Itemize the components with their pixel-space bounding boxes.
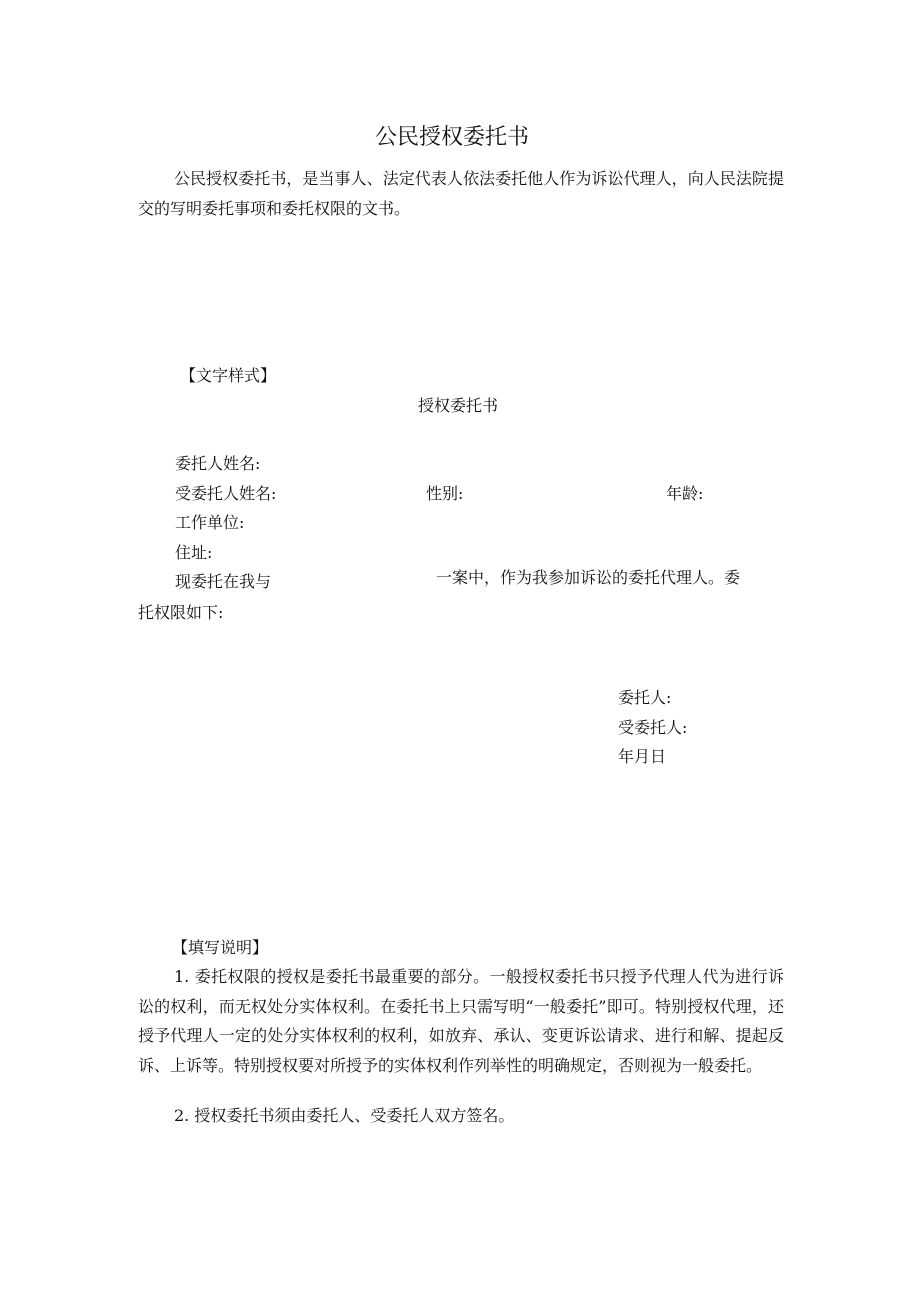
signature-date-label: 年月日 <box>618 747 667 766</box>
agent-name-label: 受委托人姓名: <box>175 484 277 503</box>
intro-paragraph: 公民授权委托书，是当事人、法定代表人依法委托他人作为诉讼代理人，向人民法院提交的写明委托事项和委托权限的文书。 <box>138 169 784 218</box>
principal-name-label: 委托人姓名: <box>175 454 261 473</box>
entrust-text-middle: 一案中，作为我参加诉讼的委托代理人。委 <box>436 568 741 587</box>
entrust-text-start: 现委托在我与 <box>175 572 272 591</box>
signature-agent-label: 受委托人: <box>618 718 688 737</box>
form-title: 授权委托书 <box>418 396 499 415</box>
age-label: 年龄: <box>666 484 704 503</box>
sample-heading: 【文字样式】 <box>180 366 277 385</box>
instructions-heading: 【填写说明】 <box>172 938 269 957</box>
document-title: 公民授权委托书 <box>375 125 530 150</box>
work-unit-label: 工作单位: <box>175 513 245 532</box>
address-label: 住址: <box>175 543 213 562</box>
gender-label: 性别: <box>426 484 464 503</box>
entrust-text-end: 托权限如下: <box>138 603 224 622</box>
instructions-item-1: 1. 委托权限的授权是委托书最重要的部分。一般授权委托书只授予代理人代为进行诉讼的权利，而无权处分实体权利。在委托书上只需写明“一般委托”即可。特别授权代理，还授予代理人一定的处分实体权利的权利，如放弃、承认、变更诉讼请求、进行和解、提起反诉、上诉等。特别授权要对所授予的实体权利作列举性的明确规定，否则视为一般委托。 <box>138 967 784 1075</box>
signature-principal-label: 委托人: <box>618 688 672 707</box>
instructions-item-2: 2. 授权委托书须由委托人、受委托人双方签名。 <box>174 1106 515 1125</box>
